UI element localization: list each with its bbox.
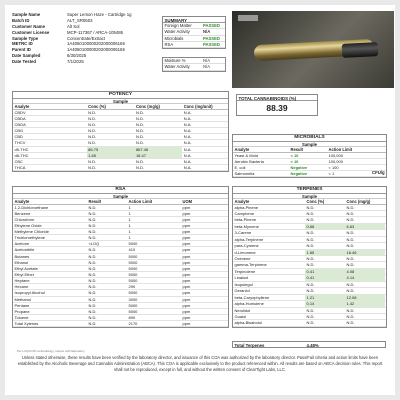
info-value: 7/1/2025 (67, 59, 84, 65)
rsa-cell: ppm (182, 229, 191, 235)
potency-cell: N.D. (135, 121, 144, 127)
potency-cell: CBD (14, 134, 23, 140)
terpene-cell: N.D. (346, 256, 355, 261)
rsa-cell: N.D. (88, 235, 97, 241)
rsa-cell: Acetone (14, 241, 30, 247)
rsa-cell: 5000 (128, 302, 138, 308)
rsa-cell: N.D. (88, 247, 97, 253)
moisture-box (162, 57, 226, 72)
rsa-cell: ppm (182, 284, 191, 290)
col-analyte: Analyte (234, 199, 250, 204)
potency-cell: d8-THC (14, 152, 29, 158)
rsa-cell: ppm (182, 296, 191, 302)
terpene-cell: N.D. (306, 217, 315, 223)
terpene-cell: Nerolidol (234, 307, 251, 313)
terpene-cell: 3-Carene (234, 230, 252, 236)
terpene-cell: N.D. (346, 281, 355, 287)
info-row (12, 59, 162, 65)
total-terpenes-value: 4.48% (306, 343, 319, 348)
rsa-cell: 5000 (128, 290, 138, 296)
rsa-cell: ppm (182, 315, 191, 321)
microbial-limit: < 1 (328, 171, 335, 177)
microbials-unit: CFU/g (372, 170, 385, 175)
info-value: MCP-117367 / ARCA-105486 (67, 29, 124, 35)
terpene-cell: N.D. (346, 204, 355, 210)
potency-cell: CBG (14, 128, 24, 134)
potency-cell: N.A. (183, 152, 192, 158)
potency-cell: N.D. (88, 159, 97, 164)
rsa-cell: N.D. (88, 210, 97, 216)
rsa-cell: N.D. (88, 290, 97, 296)
terpene-cell: N.D. (306, 243, 315, 249)
rsa-cell: Trichloroethylene (14, 235, 46, 241)
rsa-cell: N.D. (88, 222, 97, 228)
summary-label: RSA (164, 41, 174, 47)
summary-title: SUMMARY (163, 17, 225, 23)
potency-cell: N.A. (183, 115, 192, 121)
summary-box (162, 16, 226, 49)
rsa-cell: N.D. (88, 302, 97, 308)
rsa-cell: 3000 (128, 296, 138, 302)
rsa-cell: Total Xylenes (14, 321, 39, 327)
info-label: METRC ID (12, 41, 33, 47)
potency-cell: N.D. (135, 128, 144, 134)
terpene-cell: N.D. (346, 243, 355, 249)
info-value: Concentrate/Extract (67, 35, 105, 41)
terpene-cell: N.D. (306, 256, 315, 261)
potency-cell: CBDA (14, 115, 26, 121)
total-cannabinoids-box (236, 94, 318, 116)
terpene-cell: N.D. (306, 230, 315, 236)
potency-cell: THCV (14, 140, 26, 146)
potency-cell: N.D. (88, 128, 97, 134)
info-label: Customer License (12, 29, 50, 35)
microbial-analyte: E. coli (234, 164, 246, 170)
disclaimer: Unless stated otherwise, these results have been verified by the laboratory director, and issuance of this COA was authorized by the laboratory director. Pass/Fail criteria and action limits have been established by the Alcoholic Beverage and Cannabis Administration (ABCA). This COA is applicable exclusively to the product referenced within. All results are based on ABCA decision rules. This report shall not be reproduced, except in full, and without the written consent of ClearTight Labs, LLC. (17, 355, 383, 372)
moisture-row (163, 64, 225, 70)
rsa-cell: N.D. (88, 308, 97, 314)
photo-label-sticker (238, 15, 258, 21)
rsa-cell: N.D. (88, 315, 97, 321)
potency-cell: N.A. (183, 128, 192, 134)
rsa-cell: ppm (182, 278, 191, 284)
summary-label: Microbials (164, 35, 184, 41)
rsa-cell: Heptane (14, 278, 30, 284)
rsa-cell: ppm (182, 222, 191, 228)
rsa-cell: ppm (182, 265, 191, 271)
potency-cell: 86.75 (87, 147, 135, 152)
terpene-cell: N.D. (346, 236, 355, 242)
rsa-cell: N.D. (88, 259, 97, 265)
rsa-cell: N.D. (88, 265, 97, 271)
terpene-cell: N.D. (306, 210, 315, 216)
potency-cell: 1.65 (87, 153, 135, 158)
coa-page (5, 5, 395, 395)
summary-label: Foreign Matter (164, 23, 192, 28)
potency-cell: N.D. (135, 140, 144, 146)
rsa-row (13, 321, 228, 327)
potency-cell: N.D. (88, 140, 97, 146)
summary-status: PASSED (203, 35, 220, 41)
terpene-cell: N.D. (306, 288, 315, 294)
potency-cell: 16.47 (134, 153, 182, 158)
rsa-sample-label: Sample (13, 194, 228, 200)
moisture-value: N/A (203, 64, 210, 70)
terpene-cell: Guaiol (234, 313, 247, 319)
terpene-cell: N.D. (346, 230, 355, 236)
potency-cell: N.A. (183, 165, 192, 171)
rsa-cell: Isopropyl Alcohol (14, 290, 45, 296)
rsa-cell: Methanol (14, 296, 31, 302)
col-analyte: Analyte (14, 104, 30, 109)
potency-cell: N.D. (135, 109, 144, 115)
rsa-cell: Toluene (14, 315, 29, 321)
summary-status: PASSED (203, 23, 220, 28)
potency-cell: N.D. (88, 165, 97, 171)
rsa-cell: 5000 (128, 308, 138, 314)
rsa-title: RSA (13, 187, 228, 194)
info-label: Parent ID (12, 47, 31, 53)
col-conc-pct: Conc (%) (88, 104, 106, 109)
terpene-cell: gamma-Terpinene (234, 262, 267, 268)
terpene-cell: 0.41 (305, 275, 345, 280)
terpene-cell: N.D. (306, 307, 315, 313)
rsa-cell: <LOQ (88, 241, 100, 247)
terpene-cell: N.D. (346, 320, 355, 326)
microbial-result: < 10 (290, 152, 299, 158)
moisture-value: N/A (203, 58, 210, 63)
rsa-cell: 1 (128, 222, 131, 228)
rsa-cell: ppm (182, 272, 191, 278)
rsa-cell: 1 (128, 235, 131, 241)
total-cannabinoids-value: 88.39 (266, 103, 288, 113)
rsa-cell: 5000 (128, 265, 138, 271)
moisture-label: Moisture % (164, 58, 186, 63)
rsa-cell: 890 (128, 315, 136, 321)
rsa-cell: Ethylene Oxide (14, 222, 42, 228)
terpenes-title: TERPENES (233, 187, 386, 194)
potency-cell: 867.46 (134, 147, 182, 152)
rsa-cell: 5000 (128, 272, 138, 278)
rsa-cell: ppm (182, 210, 191, 216)
rsa-cell: 1 (128, 210, 131, 216)
summary-row (163, 42, 225, 48)
terpene-cell: N.D. (306, 281, 315, 287)
potency-cell: N.D. (88, 109, 97, 115)
rsa-cell: 5000 (128, 253, 138, 259)
microbials-title: MICROBIALS (233, 135, 386, 142)
rsa-cell: Chloroform (14, 216, 35, 222)
rsa-cell: Ethanol (14, 259, 29, 265)
potency-cell: N.A. (183, 121, 192, 127)
terpene-cell: alpha-Terpinene (234, 236, 264, 242)
terpene-cell: 1.21 (305, 295, 345, 300)
summary-status: PASSED (203, 41, 220, 47)
terpene-cell: alpha-Pinene (234, 204, 259, 210)
info-value: Super Lemon Haze - Cartridge 1g (67, 12, 132, 17)
terpene-cell: 0.14 (305, 301, 345, 306)
terpene-cell: para-Cymene (234, 243, 259, 249)
potency-row (13, 165, 228, 171)
potency-cell: N.D. (135, 165, 144, 171)
rsa-cell: N.D. (88, 278, 97, 284)
info-value: Alt Sol (67, 23, 80, 29)
terpene-cell: N.D. (346, 313, 355, 319)
microbials-table (232, 134, 387, 178)
rsa-cell: 290 (128, 284, 136, 290)
potency-cell: N.A. (183, 109, 192, 115)
terpene-cell: Isopulegol (234, 281, 253, 287)
microbials-sample-label: Sample (233, 142, 386, 148)
col-result: Result (290, 147, 304, 152)
rsa-cell: Acetonitrile (14, 247, 35, 253)
terpene-cell: Terpinolene (234, 268, 256, 274)
moisture-label: Water Activity (164, 64, 190, 70)
loq-footnote: Per LOQ/LOD methodology, inquire with laboratory (17, 349, 85, 353)
rsa-cell: ppm (182, 259, 191, 265)
info-value: ALT_SR0603 (67, 17, 93, 23)
col-conc-pct: Conc (%) (306, 199, 325, 204)
rsa-cell: ppm (182, 308, 191, 314)
microbial-result: Negative (290, 171, 308, 177)
rsa-cell: ppm (182, 302, 191, 308)
rsa-cell: ppm (182, 321, 191, 327)
potency-cell: N.D. (88, 121, 97, 127)
potency-cell: CBGA (14, 121, 26, 127)
summary-label: Water Activity (164, 29, 190, 35)
info-label: Batch ID (12, 17, 30, 23)
potency-cell: N.A. (183, 146, 192, 152)
microbial-analyte: Aerobic Bacteria (234, 158, 264, 164)
rsa-cell: Methylene Chloride (14, 229, 49, 235)
potency-cell: N.D. (135, 115, 144, 121)
terpene-cell: N.D. (306, 313, 315, 319)
rsa-cell: ppm (182, 247, 191, 253)
terpene-cell: alpha-Humulene (234, 301, 264, 307)
rsa-cell: Benzene (14, 210, 31, 216)
potency-cell: N.D. (135, 134, 144, 140)
terpene-cell: 4.14 (345, 275, 385, 280)
info-label: Date Sampled (12, 53, 41, 59)
rsa-cell: Hexane (14, 284, 29, 290)
potency-cell: N.D. (88, 134, 97, 140)
product-photo (232, 11, 394, 88)
rsa-cell: 5000 (128, 259, 138, 265)
terpene-cell: 16.46 (345, 250, 385, 255)
rsa-cell: N.D. (88, 321, 97, 327)
terpene-cell: d-Limonene (234, 249, 256, 255)
terpene-cell: 12.08 (345, 295, 385, 300)
info-label: Sample Name (12, 12, 41, 17)
terpene-cell: 0.66 (305, 224, 345, 229)
terpene-cell: N.D. (306, 236, 315, 242)
rsa-cell: N.D. (88, 272, 97, 278)
terpene-cell: Geraniol (234, 288, 250, 294)
col-conc-mgg: Conc (mg/g) (135, 104, 160, 109)
potency-table (12, 91, 229, 172)
col-result: Result (88, 199, 102, 204)
rsa-cell: N.D. (88, 284, 97, 290)
col-analyte: Analyte (234, 147, 250, 152)
rsa-cell: ppm (182, 235, 191, 241)
rsa-cell: 1,2-Dichloroethane (14, 204, 49, 210)
rsa-cell: N.D. (88, 204, 97, 210)
terpene-cell: Ocimene (234, 256, 251, 261)
info-label: Date Tested (12, 59, 37, 65)
col-uom: UOM (182, 199, 193, 204)
terpene-cell: N.D. (346, 307, 355, 313)
rsa-cell: ppm (182, 241, 191, 247)
terpene-row (233, 320, 386, 326)
potency-cell: N.A. (183, 140, 192, 146)
microbial-row (233, 171, 386, 177)
potency-cell: THCA (14, 165, 26, 171)
sample-info (12, 12, 162, 65)
rsa-cell: N.D. (88, 216, 97, 222)
rsa-cell: 1 (128, 229, 131, 235)
col-conc-mgunit: Conc (mg/unit) (183, 104, 213, 109)
rsa-cell: ppm (182, 290, 191, 296)
terpene-cell: 6.63 (345, 224, 385, 229)
potency-cell: CBDV (14, 109, 26, 115)
rsa-cell: ppm (182, 253, 191, 259)
potency-cell: CBC (14, 159, 23, 164)
terpene-cell: N.D. (306, 320, 315, 326)
terpene-cell: N.D. (346, 288, 355, 294)
terpene-cell: N.D. (306, 204, 315, 210)
potency-cell: N.D. (88, 115, 97, 121)
rsa-table (12, 186, 229, 328)
rsa-cell: Ethyl Ether (14, 272, 35, 278)
rsa-cell: N.D. (88, 253, 97, 259)
terpenes-sample-label: Sample (233, 194, 386, 200)
rsa-cell: 1 (128, 216, 131, 222)
info-label: Customer Name (12, 23, 45, 29)
terpene-cell: N.D. (306, 262, 315, 268)
rsa-cell: Propane (14, 308, 30, 314)
potency-title: POTENCY (13, 92, 228, 99)
terpene-cell: beta-Myrcene (234, 223, 259, 229)
terpene-cell: 1.42 (345, 301, 385, 306)
microbial-limit: 100,000 (328, 152, 343, 158)
col-action-limit: Action Limit (328, 147, 353, 152)
rsa-cell: N.D. (88, 229, 97, 235)
microbial-result: < 10 (290, 158, 299, 164)
total-terpenes-row (232, 341, 386, 348)
info-value: 1A4060100000202000006165 (67, 41, 125, 47)
potency-cell: N.A. (183, 134, 192, 140)
rsa-cell: ppm (182, 216, 191, 222)
col-conc-mgg: Conc (mg/g) (346, 199, 371, 204)
terpene-cell: alpha-Bisabolol (234, 320, 262, 326)
microbial-limit: < 100 (328, 164, 339, 170)
cartridge-mouthpiece (342, 42, 379, 58)
rsa-cell: 1 (128, 204, 131, 210)
terpene-cell: N.D. (346, 262, 355, 268)
rsa-cell: 2170 (128, 321, 138, 327)
rsa-cell: Ethyl Acetate (14, 265, 38, 271)
col-analyte: Analyte (14, 199, 30, 204)
terpene-cell: beta-Caryophyllene (234, 294, 270, 300)
terpene-cell: N.D. (346, 217, 355, 223)
potency-cell: d9-THC (14, 146, 29, 152)
potency-cell: N.D. (135, 159, 144, 164)
rsa-cell: N.D. (88, 296, 97, 302)
terpene-cell: beta-Pinene (234, 217, 257, 223)
total-cannabinoids-label: TOTAL CANNABINOIDS (%) (237, 95, 317, 101)
potency-cell: N.A. (183, 159, 192, 164)
terpene-cell: Camphene (234, 210, 255, 216)
total-terpenes-label: Total Terpenes (234, 343, 265, 348)
info-label: Sample Type (12, 35, 39, 41)
rsa-cell: Pentane (14, 302, 30, 308)
rsa-cell: ppm (182, 204, 191, 210)
terpene-cell: 4.08 (345, 269, 385, 274)
info-value: 6/30/2025 (67, 53, 87, 59)
rsa-cell: Butanes (14, 253, 30, 259)
rsa-cell: 5000 (128, 278, 138, 284)
info-value: 1A4060100000202000006165 (67, 47, 125, 53)
col-action-limit: Action Limit (128, 199, 153, 204)
terpene-cell: N.D. (346, 210, 355, 216)
terpene-cell: Linalool (234, 275, 249, 281)
rsa-cell: 410 (128, 247, 136, 253)
microbial-analyte: Yeast & Mold (234, 152, 258, 158)
microbial-analyte: Salmonella (234, 171, 255, 177)
microbial-limit: 100,000 (328, 158, 343, 164)
rsa-cell: 5000 (128, 241, 138, 247)
potency-sample-label: Sample (13, 99, 228, 105)
microbial-result: Negative (290, 164, 308, 170)
terpene-cell: 0.41 (305, 269, 345, 274)
summary-status: N/A (203, 29, 211, 35)
terpene-cell: 1.65 (305, 250, 345, 255)
terpenes-table (232, 186, 387, 328)
